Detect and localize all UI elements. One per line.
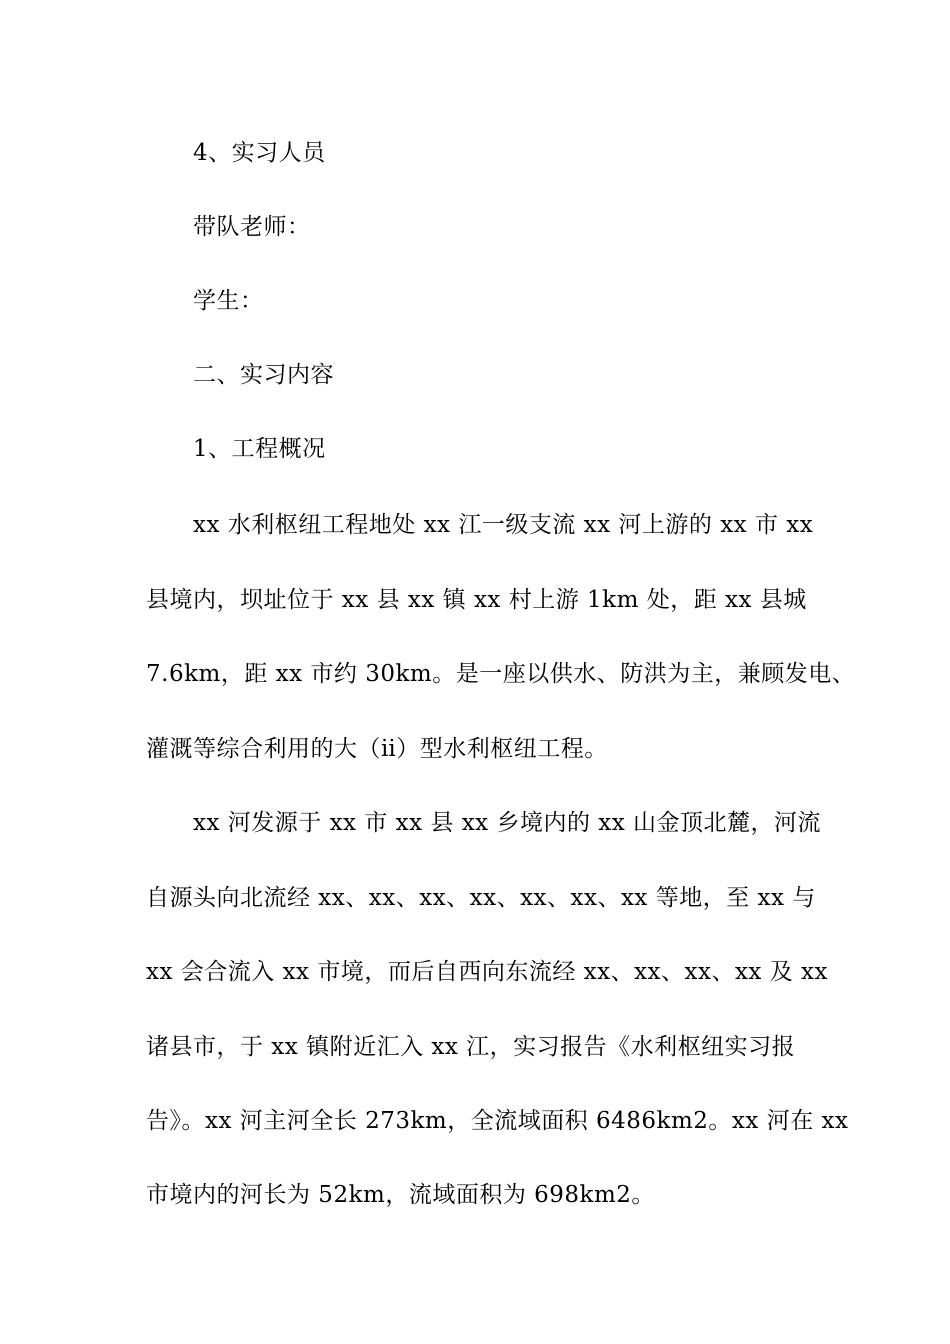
teacher-label: 带队老师： (193, 214, 311, 240)
paragraph-line: 告》。xx 河主河全长 273km，全流域面积 6486km2。xx 河在 xx (146, 1108, 849, 1134)
paragraph-line: 自源头向北流经 xx、xx、xx、xx、xx、xx、xx 等地，至 xx 与 (146, 885, 816, 911)
paragraph-line: xx 会合流入 xx 市境，而后自西向东流经 xx、xx、xx、xx 及 xx (146, 959, 828, 985)
section-heading-staff: 4、实习人员 (193, 140, 326, 166)
paragraph-line: 7.6km，距 xx 市约 30km。是一座以供水、防洪为主，兼顾发电、 (146, 661, 856, 687)
subsection-heading-overview: 1、工程概况 (193, 436, 326, 462)
paragraph-line: 县境内，坝址位于 xx 县 xx 镇 xx 村上游 1km 处，距 xx 县城 (146, 587, 807, 613)
section-heading-content: 二、实习内容 (193, 362, 334, 388)
paragraph-line: xx 河发源于 xx 市 xx 县 xx 乡境内的 xx 山金顶北麓，河流 (193, 810, 822, 836)
paragraph-line: 诸县市，于 xx 镇附近汇入 xx 江，实习报告《水利枢纽实习报 (146, 1034, 796, 1060)
student-label: 学生： (193, 288, 264, 314)
paragraph-line: 市境内的河长为 52km，流域面积为 698km2。 (146, 1182, 655, 1208)
paragraph-line: xx 水利枢纽工程地处 xx 江一级支流 xx 河上游的 xx 市 xx (193, 512, 814, 538)
paragraph-line: 灌溉等综合利用的大（ⅱ）型水利枢纽工程。 (146, 736, 608, 762)
